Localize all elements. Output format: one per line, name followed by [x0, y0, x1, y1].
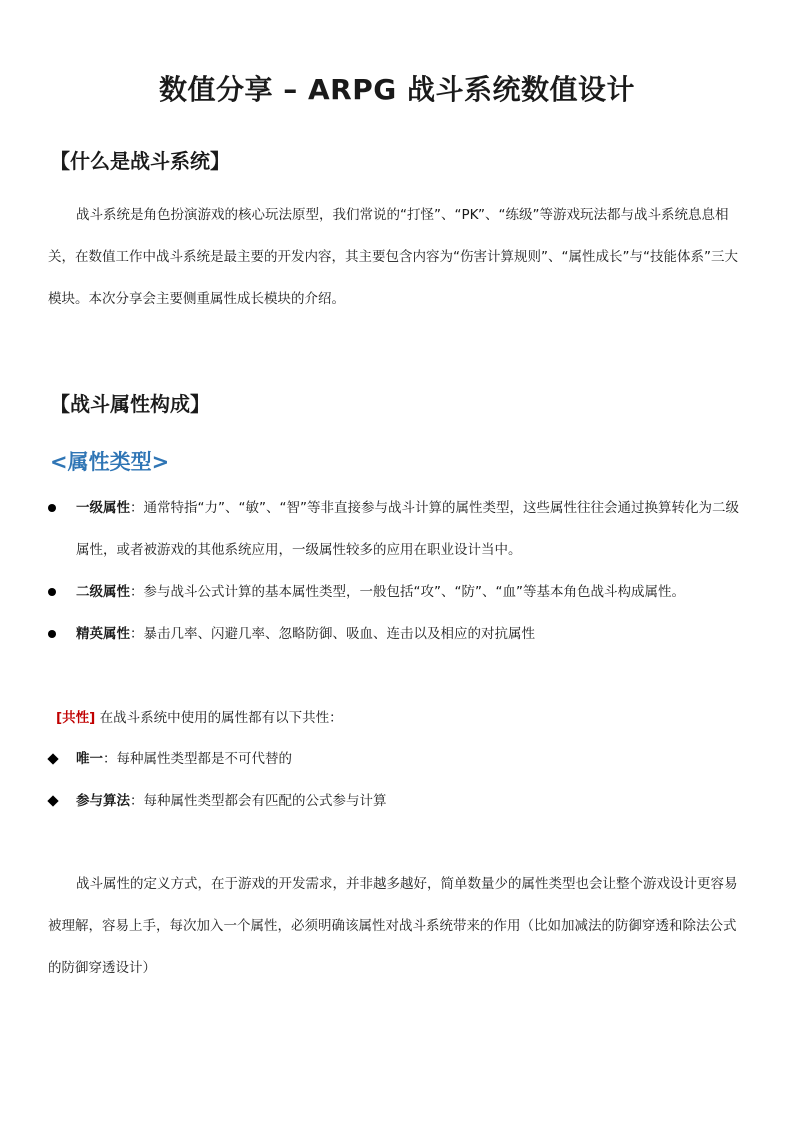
- list-item-text: 参与战斗公式计算的基本属性类型，一般包括“攻”、“防”、“血”等基本角色战斗构成属性。: [143, 584, 685, 600]
- diamond-bullet-icon: [48, 738, 68, 780]
- bullet-icon: [48, 487, 68, 529]
- list-item-elite-attributes: 精英属性：暴击几率、闪避几率、忽略防御、吸血、连击以及相应的对抗属性: [48, 613, 748, 655]
- common-properties-line: [56, 697, 756, 739]
- list-item-secondary-attributes: 二级属性：参与战斗公式计算的基本属性类型，一般包括“攻”、“防”、“血”等基本角色战斗构成属性。: [48, 571, 748, 613]
- section-heading-attributes: 【战斗属性构成】: [50, 392, 210, 416]
- common-tag: [共性]: [56, 710, 96, 726]
- list-item-text: 每种属性类型都会有匹配的公式参与计算: [143, 793, 387, 809]
- list-item-label: 唯一: [76, 751, 103, 767]
- list-item-primary-attributes: 一级属性：通常特指“力”、“敏”、“智”等非直接参与战斗计算的属性类型，这些属性往往会通过换算转化为二级属性，或者被游戏的其他系统应用，一级属性较多的应用在职业设计当中。: [48, 487, 748, 571]
- list-item-label: 精英属性: [76, 626, 130, 642]
- intro-paragraph: 战斗系统是角色扮演游戏的核心玩法原型，我们常说的“打怪”、“PK”、“练级”等游戏玩法都与战斗系统息息相关，在数值工作中战斗系统是最主要的开发内容，其主要包含内容为“伤害计算规则”、“属性成长”与“技能体系”三大模块。本次分享会主要侧重属性成长模块的介绍。: [48, 207, 738, 307]
- section-heading-combat-system: 【什么是战斗系统】: [50, 149, 230, 173]
- subheading-attribute-types: <属性类型>: [50, 450, 170, 474]
- list-item-unique: 唯一：每种属性类型都是不可代替的: [48, 738, 748, 780]
- list-item-label: 二级属性: [76, 584, 130, 600]
- document-title: 数值分享 – ARPG 战斗系统数值设计: [159, 73, 635, 106]
- bullet-icon: [48, 571, 68, 613]
- list-item-text: 每种属性类型都是不可代替的: [116, 751, 292, 767]
- diamond-bullet-icon: [48, 780, 68, 822]
- list-item-algorithm: 参与算法：每种属性类型都会有匹配的公式参与计算: [48, 780, 748, 822]
- list-item-label: 一级属性: [76, 500, 130, 516]
- list-item-text: 通常特指“力”、“敏”、“智”等非直接参与战斗计算的属性类型，这些属性往往会通过换算转化为二级属性，或者被游戏的其他系统应用，一级属性较多的应用在职业设计当中。: [76, 500, 739, 558]
- list-item-label: 参与算法: [76, 793, 130, 809]
- common-text: 在战斗系统中使用的属性都有以下共性：: [99, 710, 343, 726]
- bullet-icon: [48, 613, 68, 655]
- closing-paragraph: 战斗属性的定义方式，在于游戏的开发需求，并非越多越好，简单数量少的属性类型也会让整个游戏设计更容易被理解，容易上手，每次加入一个属性，必须明确该属性对战斗系统带来的作用（比如加减法的防御穿透和除法公式的防御穿透设计）: [48, 876, 738, 976]
- list-item-text: 暴击几率、闪避几率、忽略防御、吸血、连击以及相应的对抗属性: [143, 626, 535, 642]
